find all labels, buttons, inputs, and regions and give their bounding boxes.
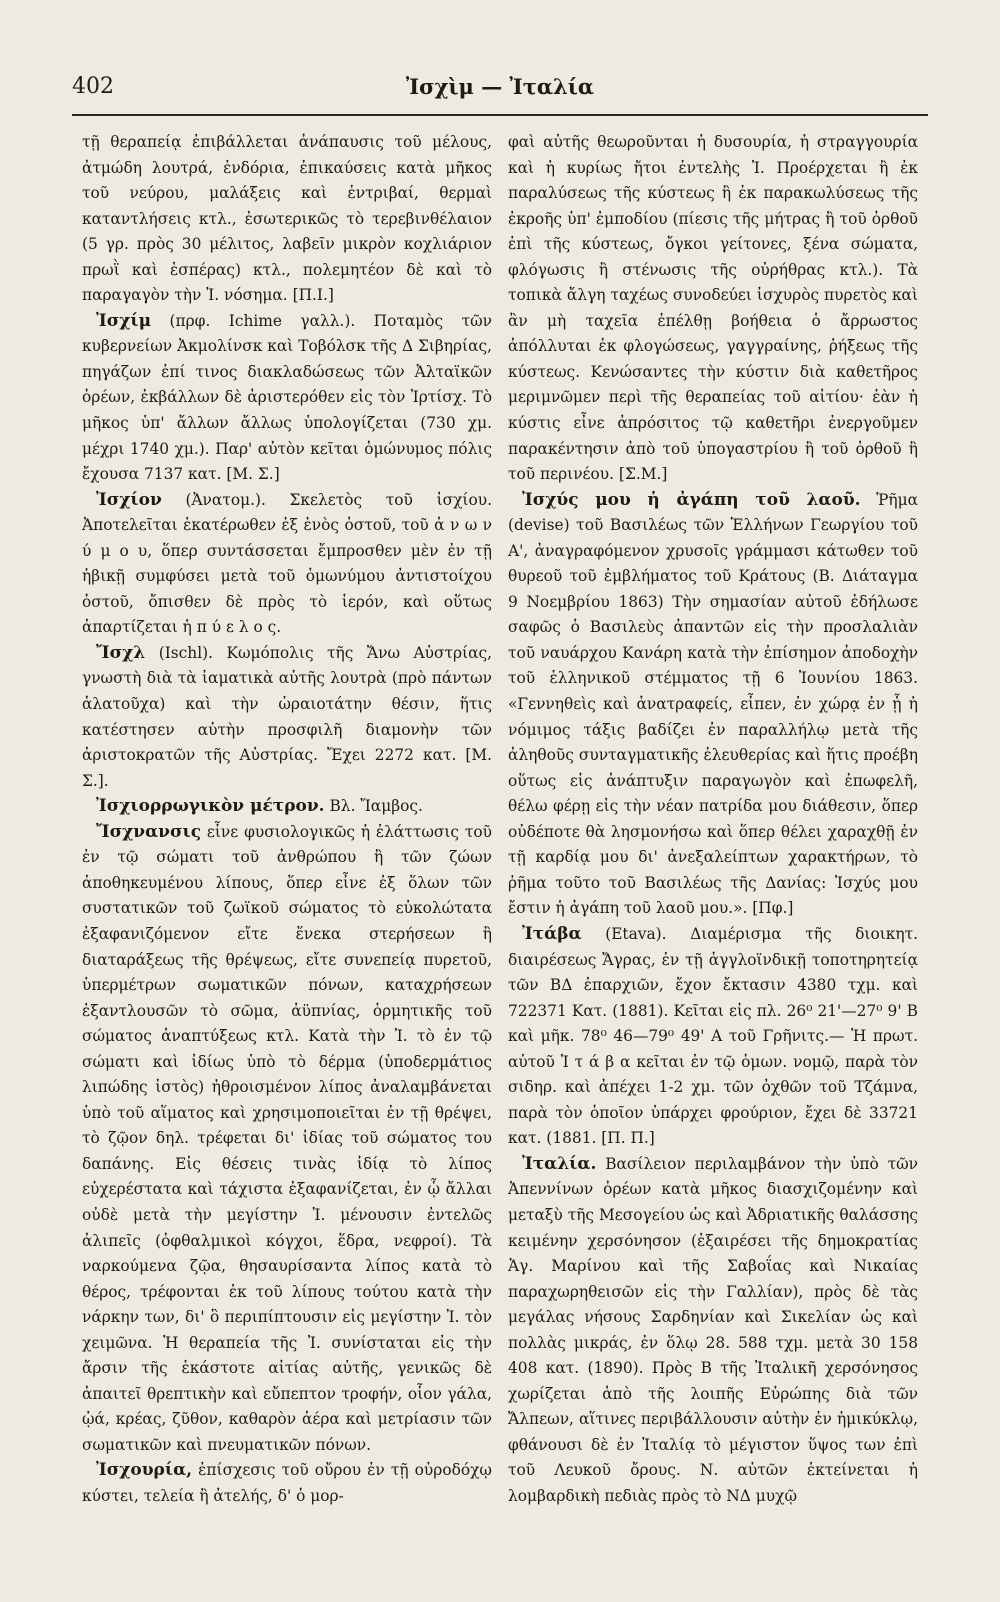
entry-lemma: Ἰσχίον (96, 489, 162, 510)
page-number: 402 (72, 74, 114, 99)
dictionary-entry (82, 820, 492, 1459)
dictionary-entry (82, 641, 492, 794)
right-column (508, 130, 918, 1510)
entry-lemma: Ἰταλία. (522, 1153, 597, 1174)
dictionary-entry (508, 130, 918, 488)
entry-text: εἶνε φυσιολογικῶς ἡ ἐλάττωσις τοῦ ἐν τῷ σώματι τοῦ ἀνθρώπου ἢ τῶν ζώων ἀποθηκευμένου λίπους, ὅπερ εἶνε ἐξ ὅλων τῶν συστατικῶν τοῦ ζωϊκοῦ σώματος τὸ εὐκολώτατα ἐξαφανιζόμενον εἴτε ἕνεκα στερήσεων ἢ διαταράξεως τῆς θρέψεως, εἴτε συνεπείᾳ πυρετοῦ, ὑπερμέτρων σωματικῶν πόνων, καταχρήσεων ἐξαντλουσῶν τὸ σῶμα, ἀϋπνίας, ὁρμητικῆς τοῦ σώματος ἀναπτύξεως κτλ. Κατὰ τὴν Ἰ. τὸ ἐν τῷ σώματι καὶ ἰδίως ὑπὸ τὸ δέρμα (ὑποδερμάτιος λιπώδης ἱστὸς) ἠθροισμένον λίπος ἀναλαμβάνεται ὑπὸ τοῦ αἵματος καὶ χρησιμοποιεῖται ἐν τῇ θρέψει, τὸ ζῷον δηλ. τρέφεται δι' ἰδίας τοῦ σώματος του δαπάνης. Εἰς θέσεις τινὰς ἰδίᾳ τὸ λίπος εὐχερέστατα καὶ τάχιστα ἐξαφανίζεται, ἐν ᾧ ἄλλαι οὐδὲ μετὰ τὴν μεγίστην Ἰ. μένουσιν ἐντελῶς ἀλιπεῖς (ὀφθαλμικοὶ κόγχοι, ἕδρα, νεφροί). Τὰ ναρκούμενα ζῷα, θησαυρίσαντα λίπος κατὰ τὸ θέρος, τρέφονται ἐκ τοῦ λίπους τούτου κατὰ τὴν νάρκην των, δι' ὃ περιπίπτουσιν εἰς μεγίστην Ἰ. τὸν χειμῶνα. Ἡ θεραπεία τῆς Ἰ. συνίσταται εἰς τὴν ἄρσιν τῆς ἑκάστοτε αἰτίας αὐτῆς, γενικῶς δὲ ἀπαιτεῖ θρεπτικὴν καὶ εὔπεπτον τροφήν, οἷον γάλα, ᾠά, κρέας, ζῦθον, καθαρὸν ἀέρα καὶ μετρίασιν τῶν σωματικῶν καὶ πνευματικῶν πόνων. (82, 822, 492, 1454)
entry-text: ἐπίσχεσις τοῦ οὔρου ἐν τῇ οὐροδόχῳ κύστει, τελεία ἢ ἀτελής, δ' ὁ μορ- (82, 1461, 492, 1505)
entry-text: Βασίλειον περιλαμβάνον τὴν ὑπὸ τῶν Ἀπεννίνων ὀρέων κατὰ μῆκος διασχιζομένην καὶ μεταξὺ τῆς Μεσογείου ὡς καὶ Ἀδριατικῆς θαλάσσης κειμένην χερσόνησον (ἐξαιρέσει τῆς δημοκρατίας Ἁγ. Μαρίνου καὶ τῆς Σαβοΐας καὶ Νικαίας παραχωρηθεισῶν εἰς τὴν Γαλλίαν), πρὸς δὲ τὰς μεγάλας νήσους Σαρδηνίαν καὶ Σικελίαν ὡς καὶ πολλὰς μικράς, ἐν ὅλῳ 28. 588 τχμ. μετὰ 30 158 408 κατ. (1890). Πρὸς Β τῆς Ἰταλικῆ χερσόνησος χωρίζεται ἀπὸ τῆς λοιπῆς Εὐρώπης διὰ τῶν Ἄλπεων, αἵτινες περιβάλλουσιν αὐτὴν ἐν ἡμικύκλῳ, φθάνουσι δὲ ἐν Ἰταλίᾳ τὸ μέγιστον ὕψος των ἐπὶ τοῦ Λευκοῦ ὄρους. Ν. αὐτῶν ἐκτείνεται ἡ λομβαρδικὴ πεδιὰς πρὸς τὸ ΝΔ μυχῷ (508, 1154, 918, 1505)
entry-text: τῇ θεραπείᾳ ἐπιβάλλεται ἀνάπαυσις τοῦ μέλους, ἀτμώδη λουτρά, ἐνδόρια, ἐπικαύσεις κατὰ μῆκος τοῦ νεύρου, μαλάξεις καὶ ἐντριβαί, θερμαὶ καταντλήσεις κτλ., ἐσωτερικῶς τὸ τερεβινθέλαιον (5 γρ. πρὸς 30 μέλιτος, λαβεῖν μικρὸν κοχλιάριον πρωῒ καὶ ἑσπέρας) κτλ., πολεμητέον δὲ καὶ τὸ παραγαγὸν τὴν Ἰ. νόσημα. [Π.Ι.] (82, 133, 492, 305)
left-column (82, 130, 492, 1510)
dictionary-entry (508, 488, 918, 922)
entry-text: (πρφ. Ichime γαλλ.). Ποταμὸς τῶν κυβερνείων Ἀκμολίνσκ καὶ Τοβόλσκ τῆς Δ Σιβηρίας, πηγάζων ἐπί τινος διακλαδώσεως τῶν Ἀλταϊκῶν ὀρέων, ἐκβάλλων δὲ ἀριστερόθεν εἰς τὸν Ἰρτίσχ. Τὸ μῆκος ὑπ' ἄλλων ἄλλως ὑπολογίζεται (730 χμ. μέχρι 1740 χμ.). Παρ' αὐτὸν κεῖται ὁμώνυμος πόλις ἔχουσα 7137 κατ. [Μ. Σ.] (82, 311, 492, 484)
running-head: Ἰσχὶμ — Ἰταλία (405, 74, 595, 99)
dictionary-entry (82, 309, 492, 488)
header-rule (72, 114, 928, 116)
dictionary-entry (82, 130, 492, 309)
entry-text: Βλ. Ἴαμβος. (329, 797, 423, 816)
entry-text: Ῥῆμα (devise) τοῦ Βασιλέως τῶν Ἑλλήνων Γεωργίου τοῦ Α', ἀναγραφόμενον χρυσοῖς γράμμασι κάτωθεν τοῦ θυρεοῦ τοῦ ἐμβλήματος τοῦ Κράτους (Β. Διάταγμα 9 Νοεμβρίου 1863) Τὴν σημασίαν αὐτοῦ ἐδήλωσε σαφῶς ὁ Βασιλεὺς ἀπαντῶν εἰς τὴν προσλαλιὰν τοῦ ναυάρχου Κανάρη κατὰ τὴν ἐπίσημον ἀποδοχὴν τοῦ ἑλληνικοῦ στέμματος τῇ 6 Ἰουνίου 1863. «Γεννηθεὶς καὶ ἀνατραφείς, εἶπεν, ἐν χώρᾳ ἐν ᾗ ἡ νόμιμος τάξις βαδίζει ἐν παραλλήλῳ μετὰ τῆς ἀληθοῦς συνταγματικῆς ἐλευθερίας καὶ ἥτις προέβη οὕτως εἰς ἀνάπτυξιν παραγωγὸν καὶ ἐπωφελῆ, θέλω φέρῃ εἰς τὴν νέαν πατρίδα μου διάθεσιν, ὅπερ οὐδέποτε θὰ λησμονήσω καὶ ὅπερ θέλει χαραχθῇ ἐν τῇ καρδίᾳ μου δι' ἀνεξαλείπτων χαρακτήρων, τὸ ῥῆμα τοῦτο τοῦ Βασιλέως τῆς Δανίας: Ἰσχύς μου ἔστιν ἡ ἀγάπη τοῦ λαοῦ μου.». [Πφ.] (508, 490, 918, 918)
dictionary-entry (82, 1458, 492, 1509)
dictionary-entry (82, 488, 492, 641)
entry-lemma: Ἰσχουρία, (96, 1460, 193, 1481)
dictionary-entry (82, 794, 492, 820)
entry-lemma: Ἰσχιορρωγικὸν μέτρον. (96, 796, 325, 817)
entry-lemma: Ἴσχλ (96, 642, 146, 663)
entry-lemma: Ἰσχύς μου ἡ ἀγάπη τοῦ λαοῦ. (522, 489, 861, 510)
entry-lemma: Ἰσχίμ (96, 310, 152, 331)
entry-text: (Ἀνατομ.). Σκελετὸς τοῦ ἰσχίου. Ἀποτελεῖται ἑκατέρωθεν ἐξ ἑνὸς ὀστοῦ, τοῦ ἀ ν ω ν ύ μ ο υ, ὅπερ συντάσσεται ἔμπροσθεν μὲν ἐν τῇ ἡβικῇ συμφύσει μετὰ τοῦ ὁμωνύμου ἀντιστοίχου ὀστοῦ, ὄπισθεν δὲ πρὸς τὸ ἱερόν, καὶ οὕτως ἀπαρτίζεται ἡ π ύ ε λ ο ς. (82, 490, 492, 637)
entry-lemma: Ἰτάβα (522, 923, 582, 944)
page-header (72, 74, 928, 108)
entry-lemma: Ἴσχνανσις (96, 821, 202, 842)
dictionary-entry (508, 1152, 918, 1510)
entry-text: (Ischl). Κωμόπολις τῆς Ἄνω Αὐστρίας, γνωστὴ διὰ τὰ ἰαματικὰ αὐτῆς λουτρὰ (πρὸ πάντων ἁλατοῦχα) καὶ τὴν ὡραιοτάτην θέσιν, ἥτις κατέστησεν αὐτὴν προσφιλῆ διαμονὴν τῶν ἀριστοκρατῶν τῆς Αὐστρίας. Ἔχει 2272 κατ. [Μ. Σ.]. (82, 643, 492, 790)
entry-text: (Etava). Διαμέρισμα τῆς διοικητ. διαιρέσεως Ἄγρας, ἐν τῇ ἀγγλοϊνδικῇ τοποτηρητείᾳ τῶν ΒΔ ἐπαρχιῶν, ἔχον ἔκτασιν 4380 τχμ. καὶ 722371 Κατ. (1881). Κεῖται εἰς πλ. 26⁰ 21'—27⁰ 9' Β καὶ μῆκ. 78⁰ 46—79⁰ 49' Α τοῦ Γρῆνιτς.— Ἡ πρωτ. αὐτοῦ Ἰ τ ά β α κεῖται ἐν τῷ ὁμων. νομῷ, παρὰ τὸν σιδηρ. καὶ ἀπέχει 1-2 χμ. τῶν ὀχθῶν τοῦ Τζάμνα, παρὰ τὸν ὁποῖον ὑπάρχει φρούριον, ἔχει δὲ 33721 κατ. (1881. [Π. Π.] (508, 924, 918, 1148)
entry-text: φαὶ αὐτῆς θεωροῦνται ἡ δυσουρία, ἡ στραγγουρία καὶ ἡ κυρίως ἤτοι ἐντελὴς Ἰ. Προέρχεται ἢ ἐκ παραλύσεως τῆς κύστεως ἢ ἐκ παρακωλύσεως τῆς ἐκροῆς ὑπ' ἐμποδίου (πίεσις τῆς μήτρας ἢ τοῦ ὀρθοῦ ἐπὶ τῆς κύστεως, ὄγκοι γείτονες, ξένα σώματα, φλόγωσις ἢ στένωσις τῆς οὐρήθρας κτλ.). Τὰ τοπικὰ ἄλγη ταχέως συνοδεύει ἰσχυρὸς πυρετὸς καὶ ἂν μὴ ταχεῖα ἐπέλθῃ βοήθεια ὁ ἄρρωστος ἀπόλλυται ἐκ φλογώσεως, γαγγραίνης, ῥήξεως τῆς κύστεως. Κενώσαντες τὴν κύστιν διὰ καθετῆρος μεριμνῶμεν περὶ τῆς θεραπείας τοῦ αἰτίου· ἐὰν ἡ κύστις εἶνε ἀπρόσιτος τῷ καθετῆρι ἐνεργοῦμεν παρακέντησιν ἀπὸ τοῦ ὑπογαστρίου ἢ τοῦ ὀρθοῦ ἢ τοῦ περινέου. [Σ.Μ.] (508, 133, 918, 484)
dictionary-entry (508, 922, 918, 1152)
